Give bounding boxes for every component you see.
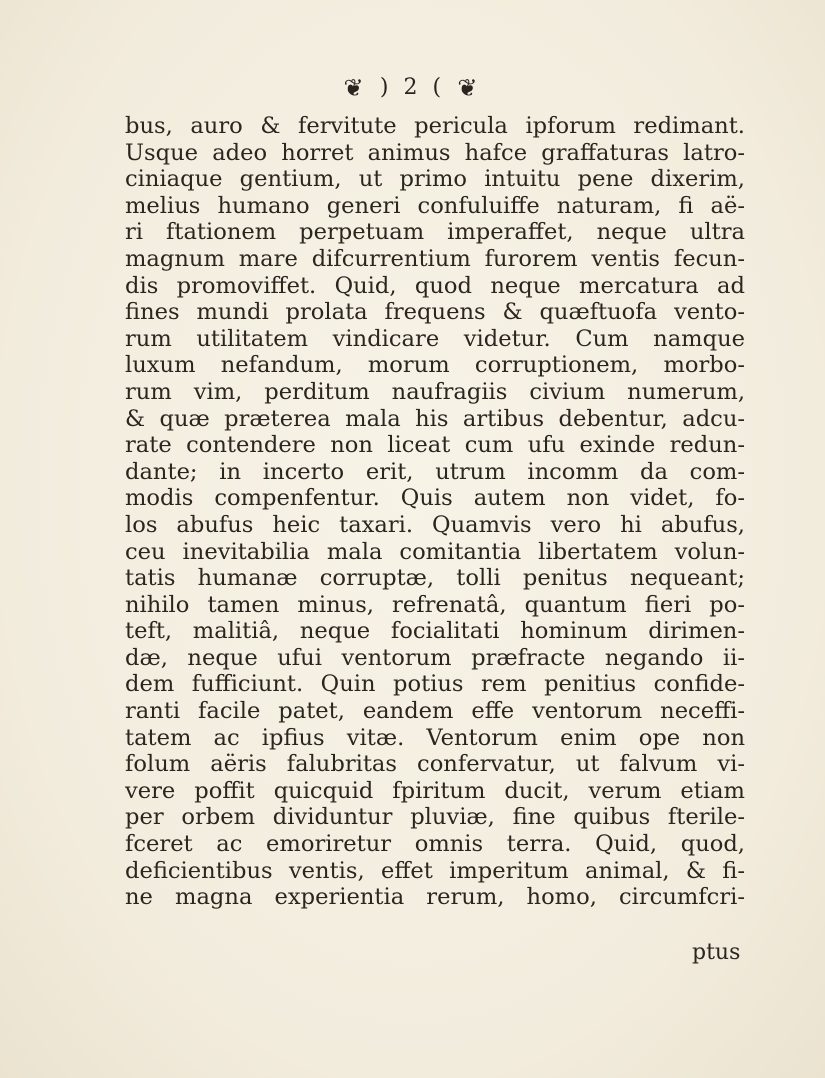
text-line: deficientibus ventis, effet imperitum animal, & fi- (125, 857, 745, 884)
page-header (0, 70, 825, 105)
text-line: los abufus heic taxari. Quamvis vero hi abufus, (125, 511, 745, 538)
text-line: dis promoviffet. Quid, quod neque mercatura ad (125, 272, 745, 299)
text-line: dante; in incerto erit, utrum incomm da com- (125, 458, 745, 485)
text-line: rum utilitatem vindicare videtur. Cum namque (125, 325, 745, 352)
text-line: Usque adeo horret animus hafce graffaturas latro- (125, 139, 745, 166)
page-number: ) 2 ( (379, 75, 446, 100)
text-line: luxum nefandum, morum corruptionem, morbo- (125, 352, 745, 379)
text-line: ranti facile patet, eandem effe ventorum neceffi- (125, 698, 745, 725)
text-line: melius humano generi confuluiffe naturam, fi aë- (125, 192, 745, 219)
text-line: vere poffit quicquid fpiritum ducit, verum etiam (125, 777, 745, 804)
text-line: rate contendere non liceat cum ufu exinde redun- (125, 432, 745, 459)
left-ornament-icon: ❦ (343, 74, 368, 102)
text-line: dem fufficiunt. Quin potius rem penitius confide- (125, 671, 745, 698)
text-line: magnum mare difcurrentium furorem ventis fecun- (125, 245, 745, 272)
text-line: ceu inevitabilia mala comitantia libertatem volun- (125, 538, 745, 565)
text-line: teft, malitiâ, neque focialitati hominum dirimen- (125, 618, 745, 645)
text-line: per orbem dividuntur pluviæ, fine quibus fterile- (125, 804, 745, 831)
text-line: ne magna experientia rerum, homo, circumfcri- (125, 884, 745, 911)
body-text (125, 113, 745, 911)
catchword: ptus (692, 940, 741, 965)
text-line: ri ftationem perpetuam imperaffet, neque ultra (125, 219, 745, 246)
text-line: fceret ac emoriretur omnis terra. Quid, quod, (125, 831, 745, 858)
text-line: tatis humanæ corruptæ, tolli penitus nequeant; (125, 565, 745, 592)
text-line: dæ, neque ufui ventorum præfracte negando ii- (125, 644, 745, 671)
text-line: bus, auro & fervitute pericula ipforum redimant. (125, 113, 745, 139)
right-ornament-icon: ❦ (457, 74, 482, 102)
text-line: fines mundi prolata frequens & quæftuofa vento- (125, 299, 745, 326)
text-line: folum aëris falubritas confervatur, ut falvum vi- (125, 751, 745, 778)
text-line: rum vim, perditum naufragiis civium numerum, (125, 378, 745, 405)
text-line: nihilo tamen minus, refrenatâ, quantum fieri po- (125, 591, 745, 618)
text-line: & quæ præterea mala his artibus debentur, adcu- (125, 405, 745, 432)
text-line: modis compenfentur. Quis autem non videt, fo- (125, 485, 745, 512)
text-line: ciniaque gentium, ut primo intuitu pene dixerim, (125, 166, 745, 193)
text-line: tatem ac ipfius vitæ. Ventorum enim ope non (125, 724, 745, 751)
